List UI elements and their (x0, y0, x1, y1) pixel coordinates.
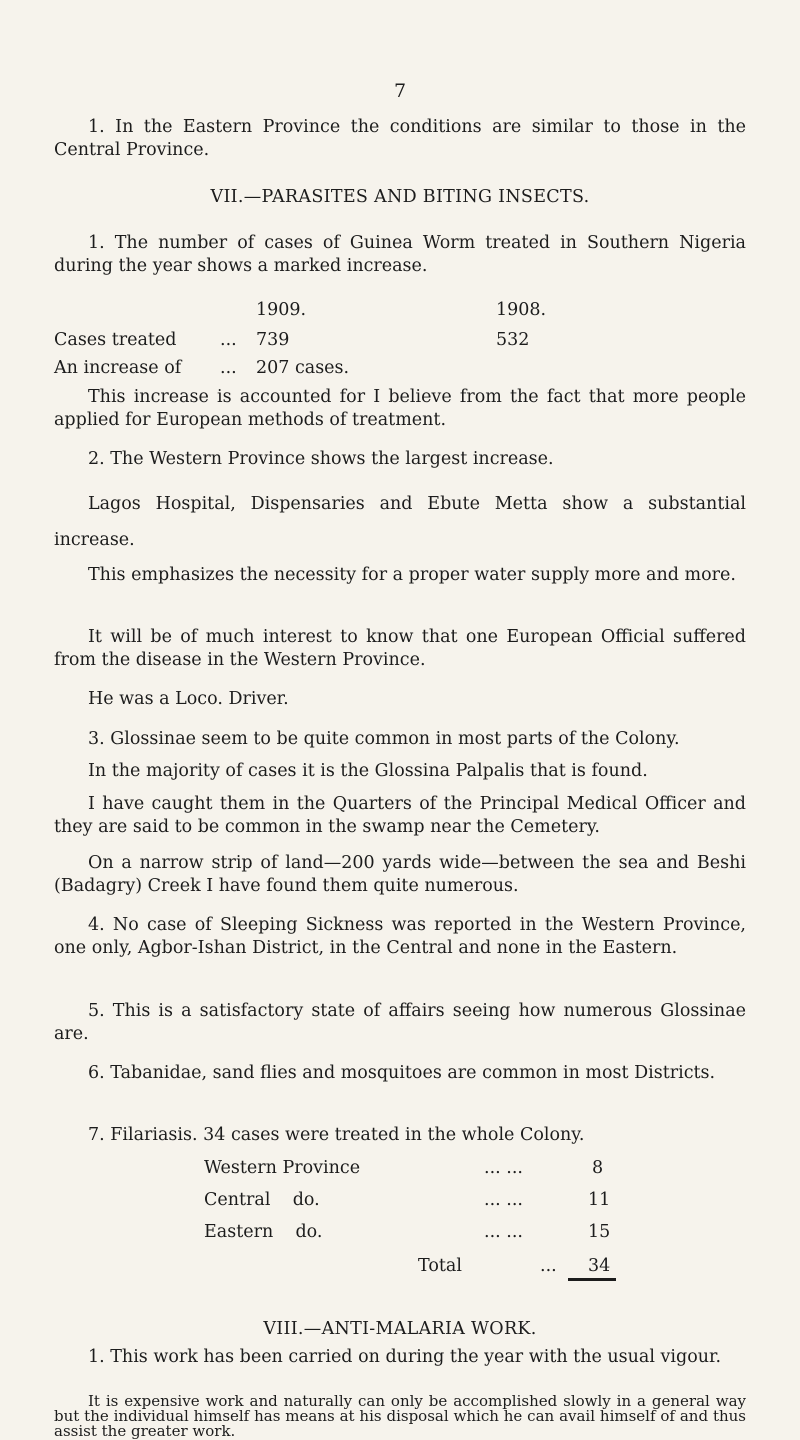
filariasis-row-value: 15 (588, 1222, 611, 1242)
cases-treated-label: Cases treated (54, 330, 177, 350)
filariasis-row-label: Eastern do. (204, 1222, 323, 1242)
filariasis-row-value: 8 (592, 1158, 604, 1178)
caught-them-paragraph: I have caught them in the Quarters of the Principal Medical Officer and they are said to be common in the swamp near the Cemetery. (54, 794, 746, 837)
anti-malaria-paragraph: 1. This work has been carried on during the year with the usual vigour. (88, 1347, 722, 1367)
filariasis-total-label: Total (418, 1256, 462, 1276)
sleeping-sickness-paragraph: 4. No case of Sleeping Sickness was reported in the Western Province, one only, Agbor-Ishan District, in the Central and none in the Eastern. (54, 915, 746, 958)
glossina-palpalis-paragraph: In the majority of cases it is the Glossina Palpalis that is found. (88, 761, 648, 781)
leader-dots: ... ... (484, 1190, 523, 1210)
page-number: 7 (393, 80, 407, 102)
increase-value: 207 cases. (256, 358, 350, 378)
narrow-strip-paragraph: On a narrow strip of land—200 yards wide—between the sea and Beshi (Badagry) Creek I have found them quite numerous. (54, 853, 746, 896)
loco-driver-paragraph: He was a Loco. Driver. (88, 689, 289, 709)
filariasis-row-label: Central do. (204, 1190, 320, 1210)
column-header-1908: 1908. (496, 300, 547, 320)
intro-paragraph: 1. In the Eastern Province the conditions are similar to those in the Central Province. (54, 117, 746, 160)
filariasis-row-value: 11 (588, 1190, 611, 1210)
cases-1909-value: 739 (256, 330, 290, 350)
section-vii-heading: VII.—PARASITES AND BITING INSECTS. (210, 187, 590, 207)
lagos-hospital-paragraph: Lagos Hospital, Dispensaries and Ebute Metta show a substantial increase. (54, 494, 746, 550)
leader-dots: ... (220, 358, 237, 378)
tabanidae-paragraph: 6. Tabanidae, sand flies and mosquitoes are common in most Districts. (88, 1063, 716, 1083)
cases-1908-value: 532 (496, 330, 530, 350)
total-underline (568, 1278, 616, 1281)
filariasis-paragraph: 7. Filariasis. 34 cases were treated in the whole Colony. (88, 1125, 585, 1145)
european-official-paragraph: It will be of much interest to know that one European Official suffered from the disease in the Western Province. (54, 627, 746, 670)
filariasis-total-value: 34 (588, 1256, 611, 1276)
water-supply-paragraph: This emphasizes the necessity for a proper water supply more and more. (88, 565, 736, 585)
section-viii-heading: VIII.—ANTI-MALARIA WORK. (263, 1319, 537, 1339)
expensive-work-paragraph: It is expensive work and naturally can only be accomplished slowly in a general way but the individual himself has means at his disposal which he can avail himself of and thus assist the greater work. (54, 1392, 746, 1440)
leader-dots: ... (220, 330, 237, 350)
filariasis-row-label: Western Province (204, 1158, 361, 1178)
glossinae-paragraph: 3. Glossinae seem to be quite common in most parts of the Colony. (88, 729, 680, 749)
satisfactory-state-paragraph: 5. This is a satisfactory state of affairs seeing how numerous Glossinae are. (54, 1001, 746, 1044)
leader-dots: ... (540, 1256, 557, 1276)
column-header-1909: 1909. (256, 300, 307, 320)
increase-label: An increase of (54, 358, 182, 378)
western-province-paragraph: 2. The Western Province shows the largest increase. (88, 449, 554, 469)
increase-explanation-paragraph: This increase is accounted for I believe from the fact that more people applied for European methods of treatment. (54, 387, 746, 430)
guinea-worm-paragraph: 1. The number of cases of Guinea Worm treated in Southern Nigeria during the year shows a marked increase. (54, 233, 746, 276)
leader-dots: ... ... (484, 1158, 523, 1178)
leader-dots: ... ... (484, 1222, 523, 1242)
